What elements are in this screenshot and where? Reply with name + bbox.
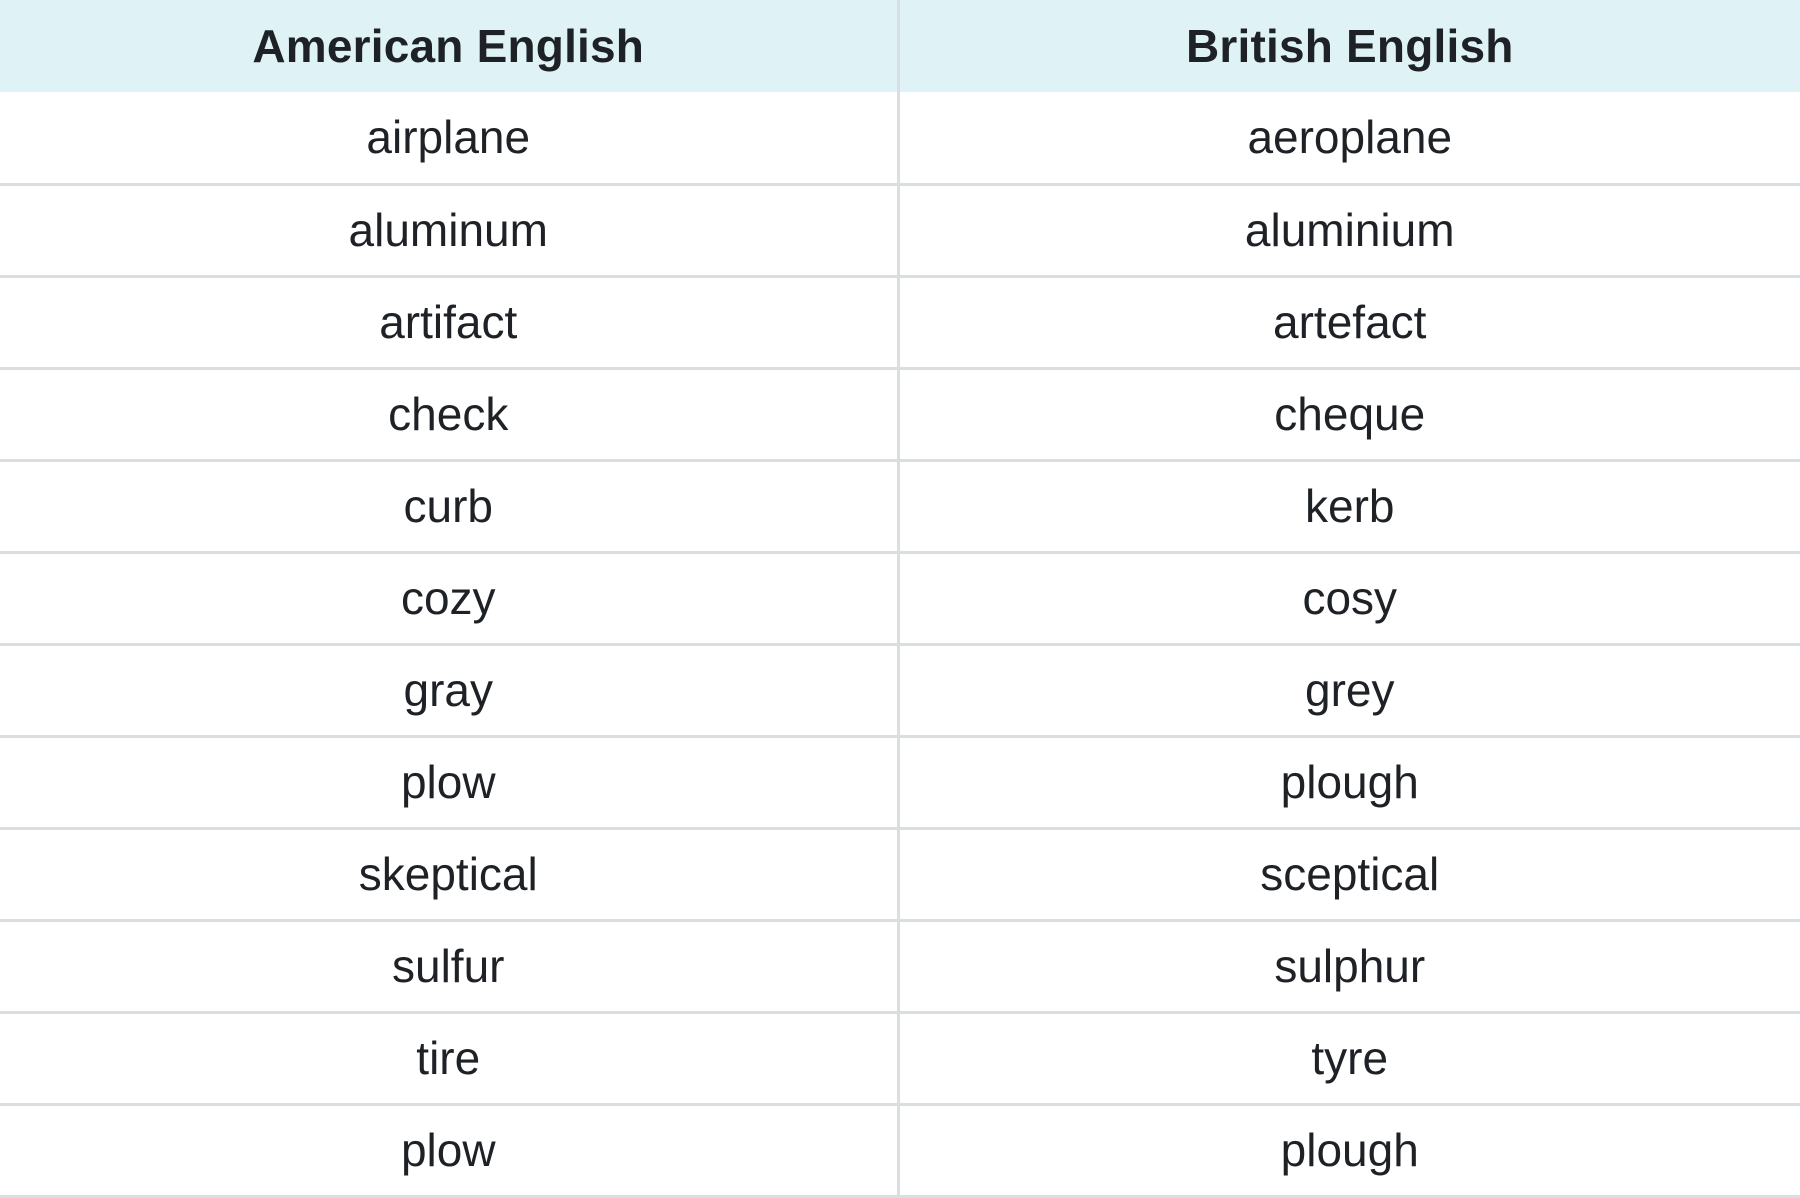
table-row [0,1104,1800,1196]
american-spelling-cell: airplane [0,92,898,184]
british-spelling-cell: cheque [898,368,1800,460]
british-spelling-cell: aluminium [898,184,1800,276]
table-row [0,736,1800,828]
british-spelling-cell: sulphur [898,920,1800,1012]
american-spelling-cell: artifact [0,276,898,368]
british-spelling-cell: tyre [898,1012,1800,1104]
american-spelling-cell: aluminum [0,184,898,276]
table-row [0,276,1800,368]
american-spelling-cell: gray [0,644,898,736]
table-row [0,460,1800,552]
table-row [0,828,1800,920]
british-spelling-cell: artefact [898,276,1800,368]
table-row [0,92,1800,184]
column-header-british-english: British English [898,0,1800,92]
british-spelling-cell: aeroplane [898,92,1800,184]
american-spelling-cell: tire [0,1012,898,1104]
table-row [0,368,1800,460]
british-spelling-cell: plough [898,736,1800,828]
british-spelling-cell: cosy [898,552,1800,644]
american-spelling-cell: sulfur [0,920,898,1012]
table-row [0,1012,1800,1104]
american-spelling-cell: cozy [0,552,898,644]
table-body [0,92,1800,1196]
british-spelling-cell: grey [898,644,1800,736]
american-spelling-cell: curb [0,460,898,552]
table-row [0,920,1800,1012]
american-spelling-cell: plow [0,736,898,828]
header-row [0,0,1800,92]
british-spelling-cell: kerb [898,460,1800,552]
column-header-american-english: American English [0,0,898,92]
british-spelling-cell: sceptical [898,828,1800,920]
table-header [0,0,1800,92]
british-spelling-cell: plough [898,1104,1800,1196]
american-spelling-cell: plow [0,1104,898,1196]
american-spelling-cell: skeptical [0,828,898,920]
table-row [0,184,1800,276]
table-row [0,644,1800,736]
american-spelling-cell: check [0,368,898,460]
table-row [0,552,1800,644]
